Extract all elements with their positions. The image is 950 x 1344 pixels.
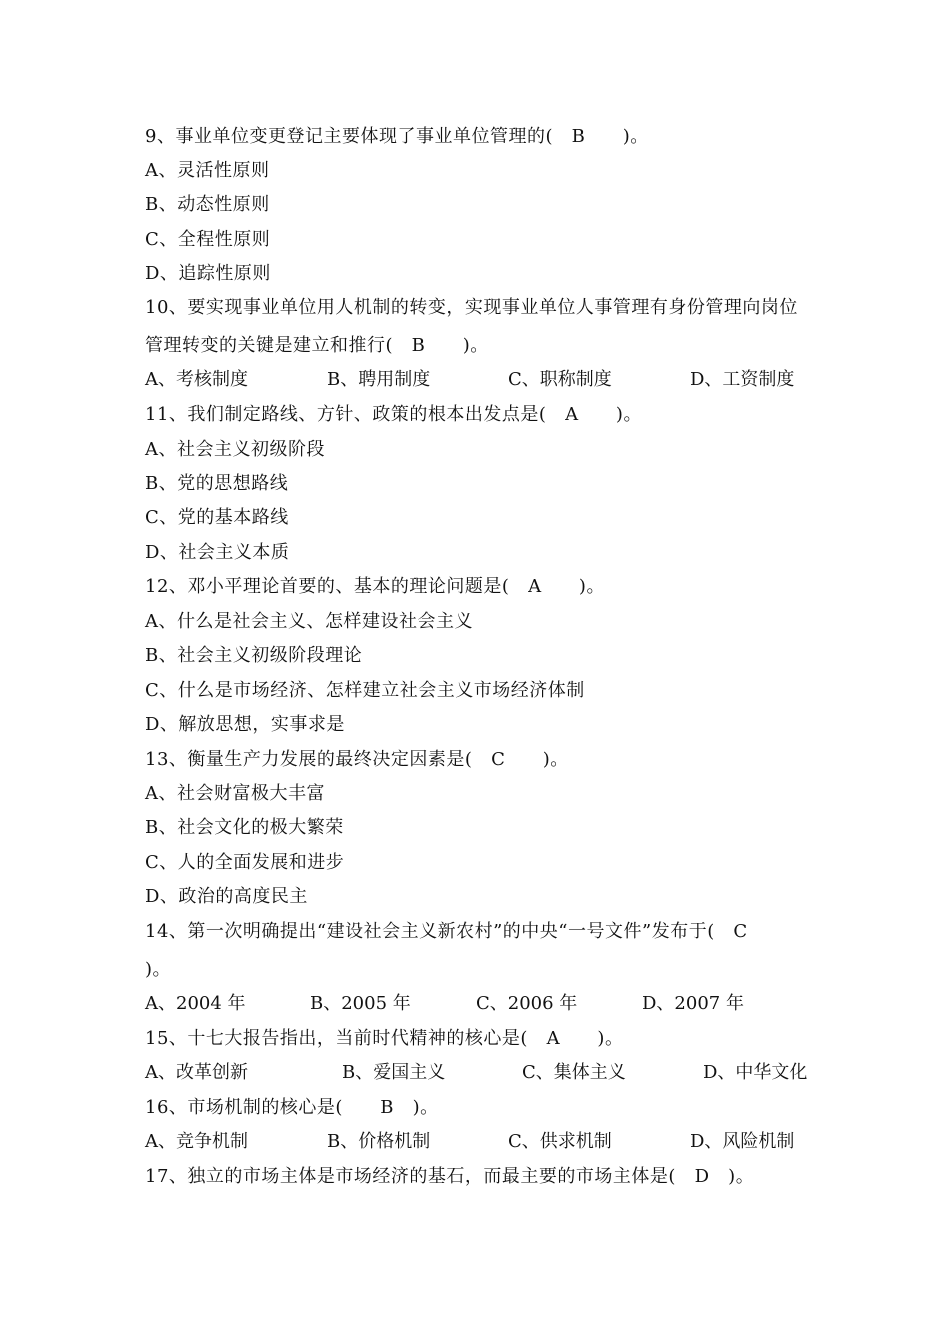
question-13-option-a: A、社会财富极大丰富 <box>145 783 325 804</box>
question-12-option-c: C、什么是市场经济、怎样建立社会主义市场经济体制 <box>145 680 585 701</box>
question-15-option-d: D、中华文化 <box>703 1062 808 1083</box>
question-16-option-c: C、供求机制 <box>508 1131 612 1152</box>
question-14-stem-line1: 14、第一次明确提出“建设社会主义新农村”的中央“一号文件”发布于( C <box>145 921 748 942</box>
question-10-option-b: B、聘用制度 <box>327 369 431 390</box>
question-11-option-d: D、社会主义本质 <box>145 542 290 563</box>
question-16-options <box>145 1130 815 1274</box>
question-11-option-c: C、党的基本路线 <box>145 507 289 528</box>
question-15-option-c: C、集体主义 <box>522 1062 626 1083</box>
question-9-stem: 9、事业单位变更登记主要体现了事业单位管理的( B )。 <box>145 126 649 147</box>
question-14-option-a: A、2004 年 <box>145 993 246 1014</box>
question-16-stem: 16、市场机制的核心是( B )。 <box>145 1097 439 1118</box>
question-11-stem: 11、我们制定路线、方针、政策的根本出发点是( A )。 <box>145 404 642 425</box>
question-11-option-b: B、党的思想路线 <box>145 473 289 494</box>
question-9-option-d: D、追踪性原则 <box>145 263 271 284</box>
question-9-option-a: A、灵活性原则 <box>145 160 270 181</box>
question-10-option-c: C、职称制度 <box>508 369 612 390</box>
question-14-stem-line2: )。 <box>145 959 172 980</box>
question-10-stem-line2: 管理转变的关键是建立和推行( B )。 <box>145 335 489 356</box>
question-9-option-b: B、动态性原则 <box>145 194 270 215</box>
question-16-option-d: D、风险机制 <box>690 1131 795 1152</box>
question-12-option-a: A、什么是社会主义、怎样建设社会主义 <box>145 611 473 632</box>
question-13-stem: 13、衡量生产力发展的最终决定因素是( C )。 <box>145 749 569 770</box>
question-17-stem: 17、独立的市场主体是市场经济的基石，而最主要的市场主体是( D )。 <box>145 1166 755 1187</box>
question-16-option-b: B、价格机制 <box>327 1131 431 1152</box>
question-15-option-b: B、爱国主义 <box>342 1062 446 1083</box>
question-12-stem: 12、邓小平理论首要的、基本的理论问题是( A )。 <box>145 576 605 597</box>
question-14-option-c: C、2006 年 <box>476 993 578 1014</box>
question-14-option-d: D、2007 年 <box>642 993 744 1014</box>
question-10-stem-line1: 10、要实现事业单位用人机制的转变，实现事业单位人事管理有身份管理向岗位 <box>145 297 798 318</box>
question-13-option-d: D、政治的高度民主 <box>145 886 308 907</box>
question-11-option-a: A、社会主义初级阶段 <box>145 439 325 460</box>
question-12-option-b: B、社会主义初级阶段理论 <box>145 645 363 666</box>
question-13-option-c: C、人的全面发展和进步 <box>145 852 345 873</box>
question-15-option-a: A、改革创新 <box>145 1062 248 1083</box>
question-15-stem: 15、十七大报告指出，当前时代精神的核心是( A )。 <box>145 1028 624 1049</box>
question-9-option-c: C、全程性原则 <box>145 229 271 250</box>
question-16-option-a: A、竞争机制 <box>145 1131 248 1152</box>
question-10-option-a: A、考核制度 <box>145 369 248 390</box>
question-13-option-b: B、社会文化的极大繁荣 <box>145 817 344 838</box>
question-10-option-d: D、工资制度 <box>690 369 795 390</box>
question-14-option-b: B、2005 年 <box>310 993 411 1014</box>
question-12-option-d: D、解放思想，实事求是 <box>145 714 345 735</box>
